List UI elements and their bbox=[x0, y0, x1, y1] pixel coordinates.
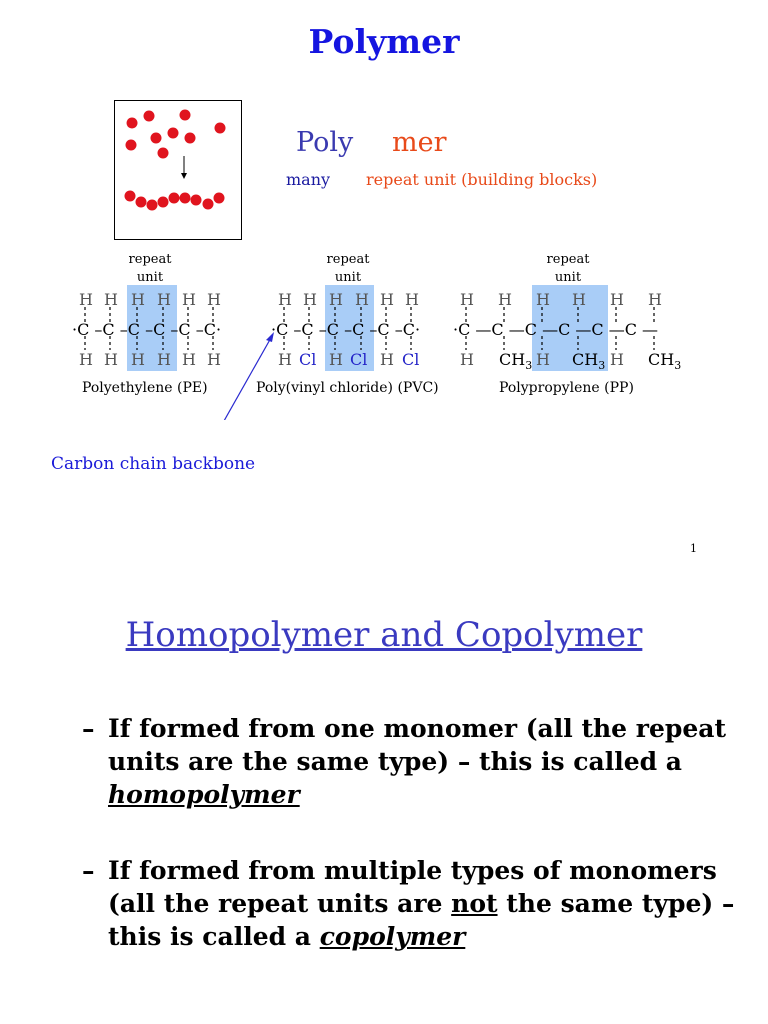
carbon-chain-backbone-label: Carbon chain backbone bbox=[51, 454, 256, 474]
carbon-chain: ·C –C –C –C –C –C· bbox=[72, 320, 222, 339]
bullet-dash: – bbox=[82, 856, 95, 885]
atom-cl: Cl bbox=[350, 350, 368, 369]
caption-polypropylene: Polypropylene (PP) bbox=[499, 380, 634, 396]
atom-h: H bbox=[157, 350, 171, 369]
atom-h: H bbox=[536, 290, 550, 309]
atom-cl: Cl bbox=[299, 350, 317, 369]
atom-h: H bbox=[79, 350, 93, 369]
atom-h: H bbox=[182, 350, 196, 369]
repeat-word: repeat bbox=[546, 252, 590, 267]
carbon-chain: ·C –C –C –C –C –C· bbox=[271, 320, 421, 339]
methyl-group: $CH_3$ bbox=[572, 350, 606, 373]
bullet-copolymer bbox=[82, 854, 742, 953]
repeat-word: repeat bbox=[128, 252, 172, 267]
bullet-homopolymer bbox=[82, 712, 742, 811]
atom-h: H bbox=[610, 350, 624, 369]
caption-polyethylene: Polyethylene (PE) bbox=[82, 380, 208, 396]
atom-h: H bbox=[79, 290, 93, 309]
atom-h: H bbox=[207, 350, 221, 369]
page-number: 1 bbox=[690, 542, 697, 555]
unit-word: unit bbox=[136, 270, 164, 285]
methyl-group: $CH_3$ bbox=[499, 350, 533, 373]
atom-h: H bbox=[610, 290, 624, 309]
term-copolymer: copolymer bbox=[319, 922, 466, 951]
many-label: many bbox=[286, 170, 331, 189]
atom-h: H bbox=[380, 350, 394, 369]
carbon-chain: ·C —C —C —C —C —C — bbox=[453, 320, 659, 339]
atom-h: H bbox=[355, 290, 369, 309]
emphasis-not: not bbox=[451, 889, 498, 918]
atom-h: H bbox=[131, 350, 145, 369]
repeat-unit-label: repeat unit (building blocks) bbox=[366, 170, 598, 189]
bullet-text: If formed from one monomer (all the repeat units are the same type) – this is called a bbox=[108, 714, 726, 776]
unit-word: unit bbox=[334, 270, 362, 285]
atom-h: H bbox=[278, 350, 292, 369]
atom-h: H bbox=[460, 290, 474, 309]
atom-h: H bbox=[278, 290, 292, 309]
methyl-group: $CH_3$ bbox=[648, 350, 682, 373]
caption-pvc: Poly(vinyl chloride) (PVC) bbox=[256, 380, 439, 396]
atom-h: H bbox=[405, 290, 419, 309]
atom-h: H bbox=[157, 290, 171, 309]
atom-h: H bbox=[498, 290, 512, 309]
bullet-text: If formed from multiple types of monomers (all the repeat units are bbox=[108, 856, 717, 918]
atom-h: H bbox=[303, 290, 317, 309]
atom-h: H bbox=[329, 350, 343, 369]
slide-title-homopolymer-copolymer: Homopolymer and Copolymer bbox=[125, 615, 643, 655]
poly-word: Poly bbox=[296, 127, 354, 158]
backbone-pointer-line bbox=[207, 336, 272, 420]
atom-h: H bbox=[207, 290, 221, 309]
atom-h: H bbox=[648, 290, 662, 309]
atom-h: H bbox=[131, 290, 145, 309]
atom-h: H bbox=[104, 350, 118, 369]
atom-h: H bbox=[182, 290, 196, 309]
repeat-word: repeat bbox=[326, 252, 370, 267]
atom-h: H bbox=[380, 290, 394, 309]
atom-h: H bbox=[460, 350, 474, 369]
bullet-text: the same type) – this is called a bbox=[108, 889, 735, 951]
atom-h: H bbox=[536, 350, 550, 369]
atom-h: H bbox=[329, 290, 343, 309]
atom-h: H bbox=[104, 290, 118, 309]
term-homopolymer: homopolymer bbox=[108, 780, 300, 809]
slide-title-polymer: Polymer bbox=[308, 22, 460, 61]
unit-word: unit bbox=[554, 270, 582, 285]
atom-cl: Cl bbox=[402, 350, 420, 369]
bullet-dash: – bbox=[82, 714, 95, 743]
atom-h: H bbox=[572, 290, 586, 309]
mer-word: mer bbox=[392, 127, 447, 158]
